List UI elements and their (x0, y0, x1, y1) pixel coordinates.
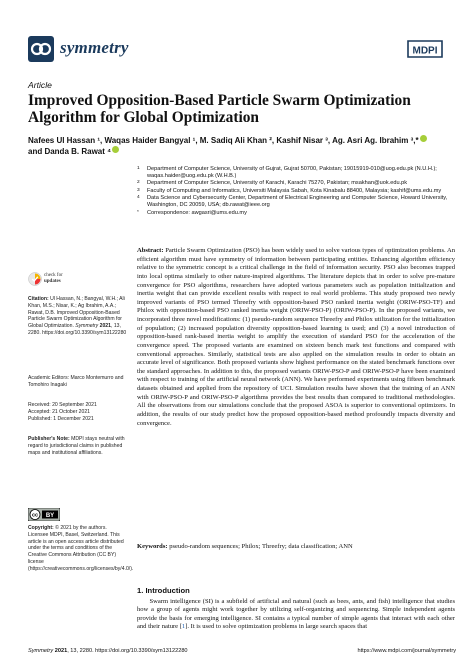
footer-journal: Symmetry (28, 648, 54, 654)
check-updates-icon (28, 272, 42, 286)
section-heading-introduction: 1. Introduction (137, 586, 190, 595)
article-title: Improved Opposition-Based Particle Swarm Optimization Algorithm for Global Optimization (28, 92, 411, 126)
orcid-icon[interactable] (112, 146, 119, 153)
affiliation-item: 4 Data Science and Cybersecurity Center, Department of Electrical Engineering and Computer Science, Howard University, Washington, DC 20059, USA; db.rawat@ieee.org (137, 195, 448, 209)
authors-line-1: Nafees Ul Hassan ¹, Waqas Haider Bangyal ¹, M. Sadiq Ali Khan ², Kashif Nisar ³, Ag. Asri Ag. Ibrahim ³,* (28, 136, 419, 145)
keywords-text: pseudo-random sequences; Philox; Threefry; data classification; ANN (169, 543, 353, 550)
publisher-note-label: Publisher's Note: (28, 436, 70, 442)
citation-journal: Symmetry (75, 323, 99, 330)
keywords-label: Keywords: (137, 543, 168, 550)
abstract-label: Abstract: (137, 247, 164, 254)
citation-text: Ul Hassan, N.; Bangyal, W.H.; Ali Khan, M.S.; Nisar, K.; Ag Ibrahim, A.A.; Rawat, D.B. Improved Opposition-Based Particle Swarm Optimization Algorithm for Global Optimization. (28, 296, 125, 330)
reference-link[interactable]: 1 (181, 623, 186, 631)
correspondence: * Correspondence: awgasri@ums.edu.my (137, 209, 247, 216)
publisher-name: MDPI (412, 45, 438, 57)
journal-name: symmetry (60, 38, 129, 57)
check-line-1: check for (44, 273, 63, 278)
article-type-label: Article (28, 80, 52, 90)
cc-by-license-icon[interactable] (28, 508, 60, 521)
received-date: Received: 20 September 2021 (28, 402, 97, 408)
footer-year: 2021 (54, 648, 68, 654)
orcid-icon[interactable] (420, 135, 427, 142)
check-line-2: updates (44, 279, 61, 284)
publisher-note (28, 436, 128, 456)
accepted-date: Accepted: 21 October 2021 (28, 408, 91, 415)
affiliation-item: 2 Department of Computer Science, University of Karachi, Karachi 75270, Pakistan; msakhan@uok.edu.pk (137, 180, 408, 187)
author-list (28, 135, 448, 157)
check-for-updates-badge[interactable] (28, 270, 64, 290)
authors-line-2: and Danda B. Rawat ⁴ (28, 147, 112, 156)
introduction-paragraph: Swarm intelligence (SI) is a subfield of artificial and natural (such as bees, ants, and fish) intelligence that studies how a group of agents might work together by utilizing self-organizing and sequencing. Simple independent agents provide the basis for emerging intelligence. SI contains a typical number of simple agents that interact with each other and their nature [1]. It is used to solve optimization problems in large search spaces that (137, 598, 455, 631)
svg-text:BY: BY (45, 512, 55, 519)
abstract (137, 247, 455, 428)
affiliation-item: 1 Department of Computer Science, University of Gujrat, Gujrat 50700, Pakistan; 19015919-010@uog.edu.pk (N.U.H.); waqas.haider@uog.edu.pk (W.H.B.) (137, 166, 437, 180)
symmetry-logo-icon (28, 36, 54, 62)
copyright (28, 525, 134, 573)
keywords (137, 543, 455, 552)
citation-label: Citation: (28, 296, 49, 302)
citation (28, 296, 128, 337)
published-date: Published: 1 December 2021 (28, 415, 94, 422)
affiliations (137, 166, 457, 217)
citation-rest: , 13, 2280. https://doi.org/10.3390/sym13122280 (28, 323, 127, 336)
footer-details: , 13, 2280. https://doi.org/10.3390/sym13122280 (67, 648, 188, 654)
affiliation-item: 3 Faculty of Computing and Informatics, Universiti Malaysia Sabah, Kota Kinabalu 88400, Malaysia; kashif@ums.edu.my (137, 187, 442, 194)
journal-header (28, 36, 446, 66)
copyright-label: Copyright: (28, 525, 54, 531)
mdpi-logo-icon (404, 37, 446, 61)
abstract-text: Particle Swarm Optimization (PSO) has been widely used to solve various types of optimization problems. An efficient algorithm must have symmetry of information between participating entities. Enhancing algorithm efficiency relative to the symmetric concept is a critical challenge in the field of information security. PSO also becomes trapped into local optima similarly to other nature-inspired algorithms. The literature depicts that in order to solve pre-mature convergence for PSO algorithms, researchers have adopted various parameters such as population initialization and inertia weight that can provide excellent results with respect to real world problems. This study proposed two newly improved variants of PSO termed Threefry with opposition-based PSO ranked inertia weight (ORIW-PSO-TF) and Philox with opposition-based PSO ranked inertia weight (ORIW-PSO-P) (ORIW-PSO-P). In the proposed variants, we incorporated three novel modifications: (1) pseudo-random sequence Threefry and Philox utilization for the initialization of population; (2) increased population diversity opposition-based learning is used; and (3) a novel introduction of opposition-based rank-based inertia weight to amplify the execution of standard PSO for the acceleration of the convergence speed. The proposed variants are examined on sixteen bench mark test functions and compared with conventional approaches. Similarly, statistical tests are also applied on the simulation results in order to obtain an accurate level of significance. Both proposed variants show highest performance on the stated benchmark functions over the standard approaches. In addition to this, the proposed variants ORIW-PSO-P and ORIW-PSO-P have been examined with respect to training of the artificial neural network (ANN). We have performed experiments using fifteen benchmark datasets obtained and applied from the repository of UCI. Simulation results have shown that the training of an ANN with ORIW-PSO-P and ORIW-PSO-P algorithms provides the best results than compared to traditional methodologies. All the observations from our simulations conclude that the proposed ASOA is superior to conventional optimizers. In addition, the results of our study predict how the proposed opposition-based method profoundly impacts diversity and convergence. (137, 247, 456, 427)
footer-url[interactable]: https://www.mdpi.com/journal/symmetry (357, 648, 456, 654)
academic-editors: Academic Editors: Marco Montemurro and Tomohiro Inagaki (28, 375, 124, 388)
citation-year: 2021 (99, 323, 111, 330)
svg-text:cc: cc (31, 512, 39, 519)
dates (28, 402, 128, 422)
publisher-note-text: MDPI stays neutral with regard to jurisdictional claims in published maps and institutional affiliations. (28, 436, 125, 456)
copyright-text: © 2021 by the authors. Licensee MDPI, Basel, Switzerland. This article is an open access article distributed under the terms and conditions of the Creative Commons Attribution (CC BY) license (https://creativecommons.org/licenses/by/4.0/). (28, 525, 134, 572)
